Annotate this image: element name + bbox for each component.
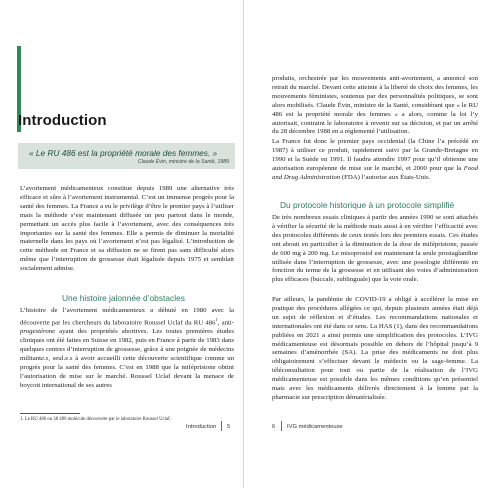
history-text-italic-2: e.s	[41, 354, 49, 362]
covid-paragraph: Par ailleurs, la pandémie de COVID-19 a obligé à accélérer la mise en pratique des procédures allégées ce qui, depuis plusieurs années était déjà un sujet de réflexion et d’études. Les recommandations nationales et internationales ont été dans ce sens. La HAS (1), dans des recommandations publiées en 2021 a ainsi permis une simplification des protocoles. L’IVG médicamenteuse est désormais possible en dehors de l’hôpital jusqu’à 9 semaines d’aménorrhée (SA). La prise des médicaments ne doit plus obligatoirement s’effectuer devant le médecin ou la sage-femme. La téléconsultation pour tout ou partie de la réalisation de l’IVG médicamenteuse est possible dans les mêmes conditions qu’en présentiel mais avec les médicaments délivrés directement à la femme par la pharmacie sur prescription dématérialisée.	[272, 296, 479, 401]
history-text-a: L’histoire de l’avortement médicamenteux a débuté en 1980 avec la découverte par les chercheurs du laboratoire Roussel Uclaf du RU 486	[20, 307, 234, 327]
retrait-paragraph: produits, orchestrée par les mouvements anti-avortement, a annoncé son retrait du marché. Devant cette atteinte à la liberté de choix des femmes, les mouvements féministes, soutenus par des personnalités politiques, se sont alors mobilisés. Claude Évin, ministre de la Santé, considérant que « le RU 486 est la propriété morale des femmes » a alors, comme la loi l’y autorisait, contraint le laboratoire à revenir sur sa décision, et par un arrêté du 28 décembre 1988 en a réglementé l’utilisation.	[272, 75, 478, 136]
chapter-title: Introduction	[18, 112, 107, 129]
epigraph-box	[18, 143, 235, 169]
folio-divider-left	[221, 421, 222, 431]
history-text-c: ayant des propriétés abortives. Les toutes premières études cliniques ont été faites en Suisse en 1982, puis en France à partir de 1983 dans quelques centres d’interruption de grossesse, grâce à une poignée de médecins militant	[20, 328, 234, 362]
fda-name: Food and Drug Administration	[272, 164, 478, 181]
france-text-b: (FDA) l’autorise aux États-Unis.	[340, 173, 431, 181]
folio-label-left: Introduction	[186, 424, 217, 430]
page-number-left: 5	[227, 424, 231, 430]
trials-paragraph: De très nombreux essais cliniques à partir des années 1990 se sont attachés à vérifier la sécurité de la méthode mais aussi à en vérifier l’efficacité avec des protocoles différents de ceux testés lors des premiers essais. Ces études ont abouti en particulier à la diminution de la dose de mifépristone, passée de 600 mg à 200 mg. Le misoprostol est maintenant la seule prostaglandine utilisée dans l’interruption de grossesse, avec une posologie différente en fonction du terme de la grossesse et en utilisant des voies d’administration plus efficaces (buccale, sublinguale) que la voie orale.	[272, 214, 478, 284]
section-heading-protocol: Du protocole historique à un protocole simplifié	[280, 200, 455, 210]
history-text-italic: progestérone	[20, 328, 56, 336]
epigraph-attribution: Claude Évin, ministre de la Santé, 1989	[137, 159, 229, 165]
history-paragraph	[20, 307, 234, 390]
right-page	[244, 0, 488, 488]
intro-paragraph: L’avortement médicamenteux constitue depuis 1989 une alternative très efficace et sûre à l’avortement instrumental. C’est un immense progrès pour la santé des femmes. La France a eu le privilège d’être le premier pays à l’utiliser mais la méthode s’est maintenant diffusée un peu partout dans le monde, permettant un accès plus facile à l’avortement, avec des conséquences très importantes sur la santé des femmes. Elle a permis de diminuer la mortalité maternelle dans les pays où l’avortement n’est pas légalisé. L’introduction de cette méthode en France et sa diffusion ne se firent pas sans difficulté alors même que l’interruption de grossesse était légalisée depuis 1975 et semblait socialement admise.	[20, 185, 234, 273]
history-text-d: , seul.e.s à avoir accueilli cette découverte scientifique comme un progrès pour la santé des femmes. C’est en 1988 que la mifépristone obtint l’autorisation de mise sur le marché. Roussel Uclaf devant la menace de boycott international de ses autres	[20, 354, 234, 389]
page-number-right: 6	[272, 424, 276, 430]
france-paragraph	[272, 138, 478, 183]
epigraph-quote: « Le RU 486 est la propriété morale des femmes. »	[29, 148, 218, 158]
france-text-a: La France fut donc le premier pays occidental (la Chine l’a précédé en 1987) à utiliser ce produit, rapidement suivi par la Grande-Bretagne en 1990 et la Suède en 1991. Il faudra attendre 1997 pour qu’il obtienne une autorisation européenne de mise sur le marché, et 2000 pour que la	[272, 138, 478, 172]
footnote-ref: 1	[215, 316, 218, 322]
folio-divider-right	[281, 421, 282, 431]
footnote-rule	[20, 413, 80, 414]
folio-label-right: IVG médicamenteuse	[287, 424, 343, 430]
history-text-b: , anti-	[217, 319, 235, 327]
section-heading-obstacles: Une histoire jalonnée d’obstacles	[62, 293, 185, 303]
footnote: 1. Le RU 486 ou 38 486 molécule découverte par le laboratoire Roussel Uclaf.	[20, 417, 171, 422]
